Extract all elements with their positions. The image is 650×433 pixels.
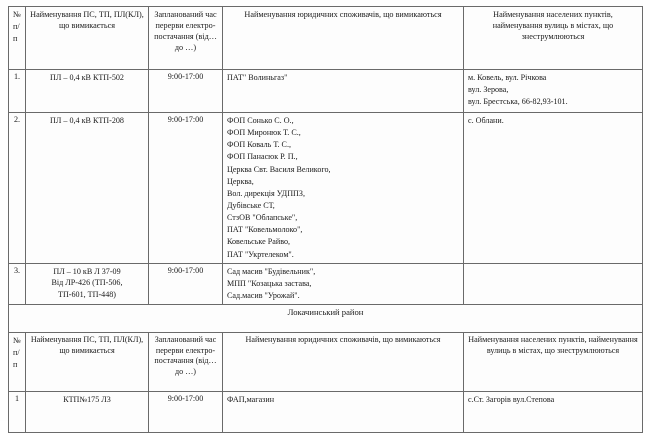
consumer-item: ФОП Сонько С. О., bbox=[227, 116, 294, 125]
row-consumers bbox=[223, 392, 464, 433]
row-places bbox=[464, 70, 643, 113]
header-line-name-l2: ПЛ(КЛ), що bbox=[59, 10, 144, 31]
header-num-line1: № bbox=[13, 336, 21, 346]
row-number: 2. bbox=[9, 113, 26, 264]
section-title: Локачинський район bbox=[9, 305, 643, 333]
row-consumers bbox=[223, 70, 464, 113]
consumer-item: Церква Свт. Василя Великого, bbox=[227, 164, 331, 174]
header-line-name-l3: вимикається bbox=[71, 21, 115, 31]
header-time-l1: Запланований bbox=[154, 335, 203, 345]
table-row bbox=[9, 70, 643, 113]
column-header-consumers bbox=[223, 333, 464, 392]
header-places-l1: Найменування населених пунктів, bbox=[493, 10, 613, 19]
row-number: 3. bbox=[9, 263, 26, 304]
table-body-block-1 bbox=[9, 70, 643, 333]
column-header-consumers bbox=[223, 7, 464, 70]
column-header-time bbox=[149, 7, 223, 70]
consumer-item: Вол. дирекція УДППЗ, bbox=[227, 188, 305, 198]
row-time: 9:00-17:00 bbox=[149, 392, 223, 433]
header-num-line3: п bbox=[13, 33, 18, 43]
row-number: 1. bbox=[9, 70, 26, 113]
header-row bbox=[9, 333, 643, 392]
table-row bbox=[9, 392, 643, 433]
place-item: с.Ст. Загорів вул.Степова bbox=[468, 395, 555, 405]
row-line-name bbox=[26, 263, 149, 304]
place-item: м. Ковель, вул. Річкова bbox=[468, 73, 547, 82]
consumer-item: ПАТ "Ковельмолоко", bbox=[227, 225, 303, 235]
row-time: 9:00-17:00 bbox=[149, 113, 223, 264]
row-time: 9:00-17:00 bbox=[149, 263, 223, 304]
header-line-name-l2: ПЛ(КЛ), що bbox=[59, 335, 144, 355]
header-line-name-l1: Найменування ПС, ТП, bbox=[30, 10, 112, 19]
consumer-item: ФОП Коваль Т. С., bbox=[227, 140, 292, 150]
row-line-name-l1: ПЛ – 0,4 кВ КТП-208 bbox=[50, 116, 124, 125]
header-time-l3: електро- bbox=[185, 345, 216, 355]
section-heading-row bbox=[9, 305, 643, 333]
column-header-places bbox=[464, 333, 643, 392]
column-header-time bbox=[149, 333, 223, 392]
table-row bbox=[9, 113, 643, 264]
row-line-name-l1: КТП№175 Л3 bbox=[63, 395, 111, 405]
header-time-l4: постачання bbox=[154, 32, 194, 42]
place-item: с. Облани. bbox=[468, 116, 504, 125]
header-time-l5: (від… до …) bbox=[174, 32, 217, 53]
header-consumers-l1: Найменування юридичних споживачів, що bbox=[245, 335, 393, 345]
consumer-item: ФАП,магазин bbox=[227, 395, 275, 405]
row-time: 9:00-17:00 bbox=[149, 70, 223, 113]
consumer-item: ФОП Панасюк Р. П., bbox=[227, 152, 298, 162]
header-consumers-l2: вимикаються bbox=[394, 335, 441, 345]
table-header-block-2 bbox=[9, 333, 643, 433]
consumer-item: ФОП Миронюк Т. С., bbox=[227, 128, 301, 138]
row-consumers bbox=[223, 113, 464, 264]
consumer-item: Церква, bbox=[227, 176, 254, 186]
column-header-places bbox=[464, 7, 643, 70]
row-places bbox=[464, 263, 643, 304]
header-line-name-l1: Найменування ПС, ТП, bbox=[30, 335, 112, 345]
header-time-l3: електро- bbox=[185, 21, 216, 31]
consumer-item: Дубівське СТ, bbox=[227, 200, 275, 210]
table-row bbox=[9, 263, 643, 304]
row-number: 1 bbox=[9, 392, 26, 433]
consumer-item: Ковельське Райво, bbox=[227, 237, 291, 247]
header-num-line2: п/ bbox=[13, 347, 20, 357]
row-places bbox=[464, 392, 643, 433]
place-item: вул. Зерова, bbox=[468, 85, 509, 95]
header-line-name-l3: вимикається bbox=[71, 345, 115, 355]
header-time-l1: Запланований bbox=[154, 10, 204, 19]
row-line-name bbox=[26, 113, 149, 264]
header-row bbox=[9, 7, 643, 70]
header-num-line1: № bbox=[13, 10, 21, 19]
column-header-line-name bbox=[26, 7, 149, 70]
header-places-l2: найменування вулиць в містах, що bbox=[492, 21, 614, 31]
header-time-l5: (від… до …) bbox=[175, 356, 217, 377]
header-time-l2: час перерви bbox=[155, 335, 217, 355]
row-line-name-l1: ПЛ – 10 кВ Л 37-09 bbox=[53, 266, 121, 276]
place-item: вул. Брестська, 66-82,93-101. bbox=[468, 97, 568, 107]
row-places bbox=[464, 113, 643, 264]
row-line-name bbox=[26, 70, 149, 113]
header-places-l1: Найменування населених пунктів, bbox=[468, 335, 587, 345]
column-header-number bbox=[9, 7, 26, 70]
column-header-number bbox=[9, 333, 26, 392]
row-line-name-l3: ТП-601, ТП-448) bbox=[58, 290, 116, 300]
consumer-item: МПП "Козацька застава, bbox=[227, 278, 312, 288]
header-places-l3: знеструмлюються bbox=[556, 345, 620, 355]
consumer-item: ПАТ" Волиньгаз" bbox=[227, 73, 288, 82]
consumer-item: Сад масив "Будівельник", bbox=[227, 266, 316, 276]
row-line-name bbox=[26, 392, 149, 433]
table-header-block-1 bbox=[9, 7, 643, 70]
row-line-name-l1: ПЛ – 0,4 кВ КТП-502 bbox=[50, 73, 124, 82]
header-consumers-l2: вимикаються bbox=[395, 10, 442, 19]
row-line-name-l2: Від ЛР-426 (ТП-506, bbox=[51, 278, 123, 288]
header-num-line2: п/ bbox=[13, 21, 20, 31]
consumer-item: СтзОВ "Облапське", bbox=[227, 213, 298, 223]
header-places-l2: найменування вулиць в містах, що bbox=[486, 335, 638, 355]
consumer-item: ПАТ "Укртелеком". bbox=[227, 249, 294, 259]
header-num-line3: п bbox=[13, 359, 18, 369]
row-consumers bbox=[223, 263, 464, 304]
header-time-l2: час перерви bbox=[155, 10, 217, 31]
header-places-l3: знеструмлюються bbox=[521, 32, 585, 42]
header-consumers-l1: Найменування юридичних споживачів, що bbox=[244, 10, 394, 19]
column-header-line-name bbox=[26, 333, 149, 392]
outage-schedule-table bbox=[8, 6, 643, 433]
header-time-l4: постачання bbox=[154, 356, 194, 366]
consumer-item: Сад.масив "Урожай". bbox=[227, 290, 300, 300]
